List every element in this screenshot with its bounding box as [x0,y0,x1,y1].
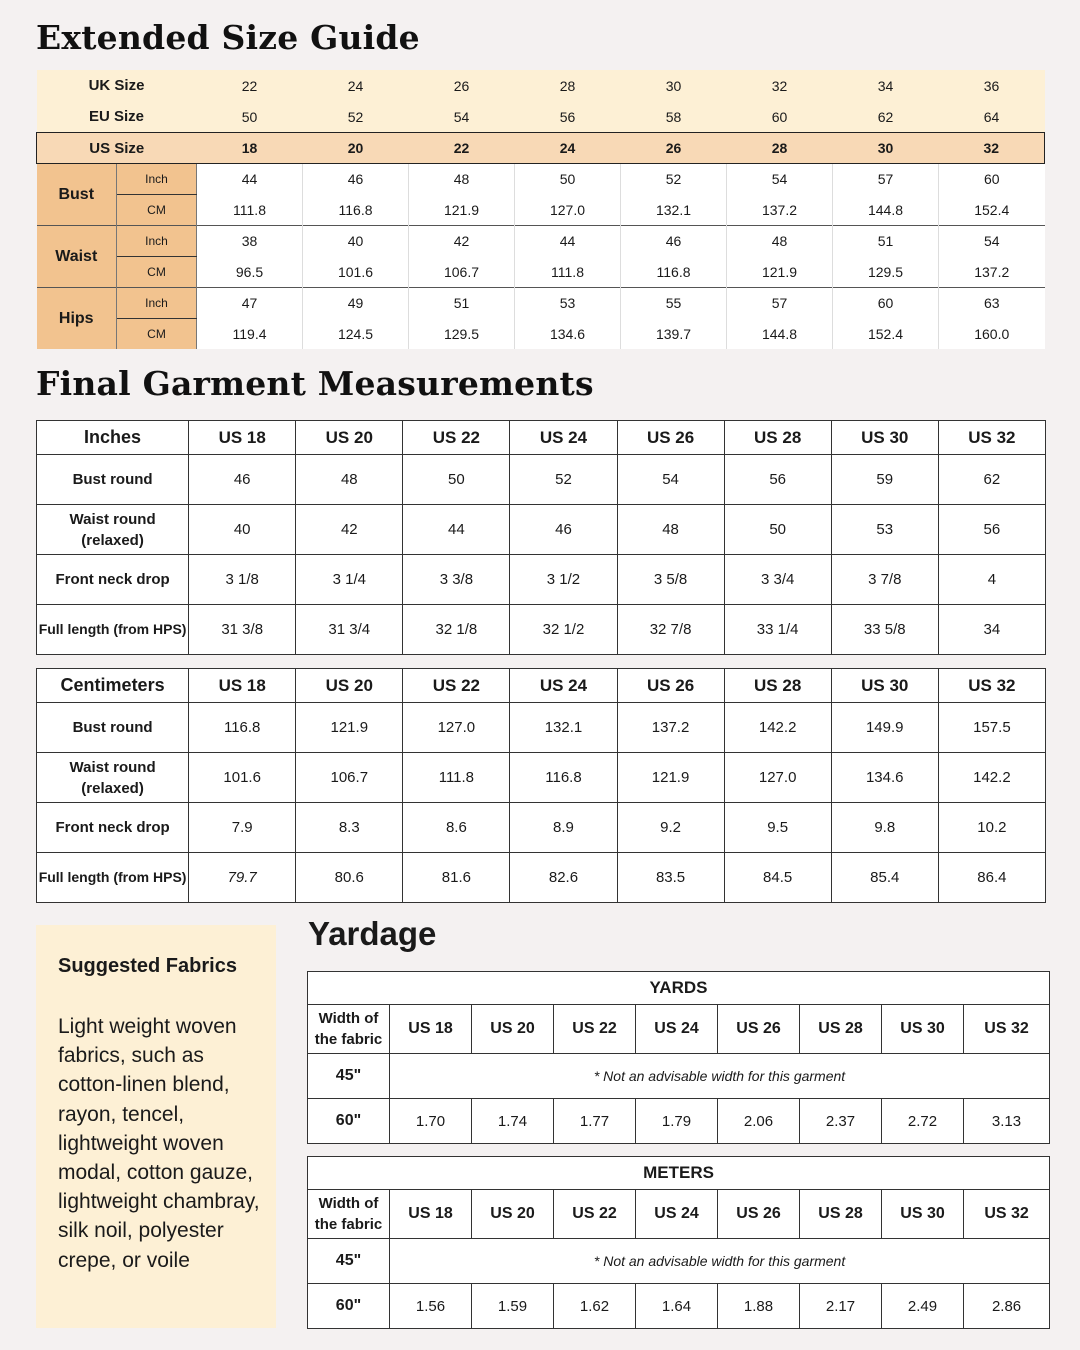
measure-cell: 50 [515,164,621,195]
garment-cm-table [36,668,1046,903]
size-guide-table [36,70,1045,349]
uk-size-cell: 22 [197,70,303,101]
measure-cell: 46 [621,226,727,257]
bust-label: Bust [37,164,117,226]
value-cell: 31 3/4 [296,605,403,655]
value-cell: 1.79 [636,1099,718,1144]
value-cell: 2.72 [882,1099,964,1144]
us-size-cell: 24 [515,133,621,164]
inches-header: Inches [37,421,189,455]
measure-cell: 116.8 [303,195,409,226]
size-header: US 28 [724,669,831,703]
value-cell: 80.6 [296,853,403,903]
value-cell: 50 [724,505,831,555]
us-size-cell: 30 [833,133,939,164]
size-header: US 22 [554,1005,636,1054]
size-header: US 28 [724,421,831,455]
measure-cell: 44 [515,226,621,257]
measure-cell: 137.2 [939,257,1045,288]
value-cell: 3 3/8 [403,555,510,605]
value-cell: 59 [831,455,938,505]
value-cell: 127.0 [403,703,510,753]
measure-cell: 111.8 [515,257,621,288]
cm-unit-label: CM [117,319,197,350]
row-label-line: (relaxed) [81,531,144,549]
eu-size-cell: 50 [197,101,303,133]
value-cell: 40 [189,505,296,555]
size-header: US 18 [390,1190,472,1239]
table-row [37,455,1046,505]
table-row [37,555,1046,605]
size-header: US 26 [617,669,724,703]
value-cell: 1.62 [554,1284,636,1329]
fabrics-title: Suggested Fabrics [58,955,237,977]
value-cell: 8.6 [403,803,510,853]
uk-size-row [37,70,1045,101]
measure-cell: 137.2 [727,195,833,226]
value-cell: 2.17 [800,1284,882,1329]
suggested-fabrics-box [36,925,276,1328]
row-label: Full length (from HPS) [37,853,189,903]
measure-cell: 47 [197,288,303,319]
value-cell: 79.7 [189,853,296,903]
size-header: US 32 [938,669,1045,703]
measure-cell: 46 [303,164,409,195]
eu-size-cell: 54 [409,101,515,133]
uk-size-cell: 26 [409,70,515,101]
measure-cell: 119.4 [197,319,303,350]
size-guide-title: Extended Size Guide [36,18,420,57]
row-label-line: (relaxed) [81,779,144,797]
value-cell: 8.9 [510,803,617,853]
measure-cell: 106.7 [409,257,515,288]
meters-header: METERS [308,1157,1050,1190]
uk-size-label: UK Size [37,70,197,101]
measure-cell: 129.5 [833,257,939,288]
value-cell: 48 [296,455,403,505]
value-cell: 86.4 [938,853,1045,903]
measure-cell: 57 [833,164,939,195]
meters-60-row [308,1284,1050,1329]
value-cell: 44 [403,505,510,555]
waist-inch-row [37,226,1045,257]
size-header: US 30 [831,421,938,455]
value-cell: 3 5/8 [617,555,724,605]
yards-header: YARDS [308,972,1050,1005]
size-header: US 30 [882,1005,964,1054]
size-header: US 20 [296,669,403,703]
size-header: US 18 [189,669,296,703]
width-60-label: 60" [308,1284,390,1329]
value-cell: 82.6 [510,853,617,903]
value-cell: 42 [296,505,403,555]
measure-cell: 129.5 [409,319,515,350]
value-cell: 1.74 [472,1099,554,1144]
waist-cm-row [37,257,1045,288]
value-cell: 142.2 [724,703,831,753]
value-cell: 1.88 [718,1284,800,1329]
table-row [37,605,1046,655]
value-cell: 10.2 [938,803,1045,853]
width-label-line: the fabric [314,1216,383,1233]
value-cell: 31 3/8 [189,605,296,655]
eu-size-row [37,101,1045,133]
not-advisable-note: * Not an advisable width for this garment [390,1239,1050,1284]
measure-cell: 44 [197,164,303,195]
size-header: US 30 [831,669,938,703]
value-cell: 83.5 [617,853,724,903]
inch-unit-label: Inch [117,226,197,257]
width-45-label: 45" [308,1239,390,1284]
value-cell: 127.0 [724,753,831,803]
value-cell: 132.1 [510,703,617,753]
measure-cell: 101.6 [303,257,409,288]
measure-cell: 38 [197,226,303,257]
us-size-cell: 22 [409,133,515,164]
measure-cell: 48 [727,226,833,257]
size-header: US 30 [882,1190,964,1239]
size-header: US 18 [390,1005,472,1054]
value-cell: 1.59 [472,1284,554,1329]
value-cell: 53 [831,505,938,555]
bust-cm-row [37,195,1045,226]
measure-cell: 160.0 [939,319,1045,350]
cm-unit-label: CM [117,257,197,288]
value-cell: 116.8 [510,753,617,803]
eu-size-cell: 64 [939,101,1045,133]
row-label [37,753,189,803]
us-size-cell: 28 [727,133,833,164]
centimeters-header: Centimeters [37,669,189,703]
table-row [37,753,1046,803]
value-cell: 1.64 [636,1284,718,1329]
size-header: US 28 [800,1190,882,1239]
inches-header-row [37,421,1046,455]
size-header: US 32 [938,421,1045,455]
size-header: US 26 [617,421,724,455]
value-cell: 1.56 [390,1284,472,1329]
value-cell: 3.13 [964,1099,1050,1144]
meters-size-row [308,1190,1050,1239]
value-cell: 1.77 [554,1099,636,1144]
size-header: US 26 [718,1005,800,1054]
measure-cell: 124.5 [303,319,409,350]
eu-size-cell: 52 [303,101,409,133]
size-header: US 26 [718,1190,800,1239]
meters-table [307,1156,1050,1329]
size-header: US 24 [510,669,617,703]
cm-unit-label: CM [117,195,197,226]
us-size-cell: 18 [197,133,303,164]
measure-cell: 51 [833,226,939,257]
measure-cell: 53 [515,288,621,319]
value-cell: 32 1/8 [403,605,510,655]
value-cell: 4 [938,555,1045,605]
value-cell: 50 [403,455,510,505]
value-cell: 56 [938,505,1045,555]
size-header: US 22 [403,421,510,455]
value-cell: 101.6 [189,753,296,803]
value-cell: 9.5 [724,803,831,853]
eu-size-cell: 56 [515,101,621,133]
value-cell: 1.70 [390,1099,472,1144]
size-header: US 28 [800,1005,882,1054]
size-header: US 24 [636,1190,718,1239]
value-cell: 8.3 [296,803,403,853]
bust-inch-row [37,164,1045,195]
measure-cell: 63 [939,288,1045,319]
eu-size-label: EU Size [37,101,197,133]
yards-45-row [308,1054,1050,1099]
fabrics-text: Light weight woven fabrics, such as cotton-linen blend, rayon, tencel, lightweight woven modal, cotton gauze, lightweight chambray, silk noil, polyester crepe, or voile [58,1015,260,1272]
yards-table [307,971,1050,1144]
hips-cm-row [37,319,1045,350]
value-cell: 116.8 [189,703,296,753]
value-cell: 9.8 [831,803,938,853]
eu-size-cell: 60 [727,101,833,133]
yards-60-row [308,1099,1050,1144]
value-cell: 3 3/4 [724,555,831,605]
value-cell: 121.9 [296,703,403,753]
eu-size-cell: 58 [621,101,727,133]
measure-cell: 54 [727,164,833,195]
value-cell: 81.6 [403,853,510,903]
measure-cell: 111.8 [197,195,303,226]
measure-cell: 51 [409,288,515,319]
value-cell: 46 [189,455,296,505]
yards-size-row [308,1005,1050,1054]
garment-title: Final Garment Measurements [36,364,594,403]
value-cell: 121.9 [617,753,724,803]
measure-cell: 96.5 [197,257,303,288]
row-label: Bust round [37,455,189,505]
table-row [37,505,1046,555]
size-header: US 24 [636,1005,718,1054]
value-cell: 33 5/8 [831,605,938,655]
size-header: US 22 [554,1190,636,1239]
measure-cell: 121.9 [409,195,515,226]
size-header: US 24 [510,421,617,455]
size-header: US 32 [964,1005,1050,1054]
us-size-cell: 20 [303,133,409,164]
value-cell: 2.49 [882,1284,964,1329]
value-cell: 54 [617,455,724,505]
value-cell: 32 7/8 [617,605,724,655]
value-cell: 7.9 [189,803,296,853]
value-cell: 2.86 [964,1284,1050,1329]
value-cell: 9.2 [617,803,724,853]
value-cell: 3 1/2 [510,555,617,605]
measure-cell: 144.8 [727,319,833,350]
row-label: Full length (from HPS) [37,605,189,655]
value-cell: 137.2 [617,703,724,753]
inch-unit-label: Inch [117,164,197,195]
value-cell: 2.06 [718,1099,800,1144]
size-header: US 22 [403,669,510,703]
garment-inches-table [36,420,1046,655]
row-label: Front neck drop [37,555,189,605]
row-label-line: Waist round [69,758,156,776]
size-header: US 20 [472,1190,554,1239]
not-advisable-note: * Not an advisable width for this garment [390,1054,1050,1099]
measure-cell: 49 [303,288,409,319]
us-size-label: US Size [37,133,197,164]
value-cell: 52 [510,455,617,505]
size-header: US 20 [472,1005,554,1054]
value-cell: 32 1/2 [510,605,617,655]
measure-cell: 152.4 [939,195,1045,226]
measure-cell: 40 [303,226,409,257]
uk-size-cell: 34 [833,70,939,101]
measure-cell: 54 [939,226,1045,257]
value-cell: 142.2 [938,753,1045,803]
measure-cell: 127.0 [515,195,621,226]
size-header: US 20 [296,421,403,455]
measure-cell: 55 [621,288,727,319]
row-label: Front neck drop [37,803,189,853]
value-cell: 3 7/8 [831,555,938,605]
measure-cell: 144.8 [833,195,939,226]
hips-label: Hips [37,288,117,350]
value-cell: 33 1/4 [724,605,831,655]
yardage-title: Yardage [308,915,437,952]
width-label-line: the fabric [314,1031,383,1048]
value-cell: 111.8 [403,753,510,803]
waist-label: Waist [37,226,117,288]
width-of-fabric-label [308,1190,390,1239]
value-cell: 85.4 [831,853,938,903]
value-cell: 2.37 [800,1099,882,1144]
value-cell: 56 [724,455,831,505]
table-row [37,803,1046,853]
value-cell: 134.6 [831,753,938,803]
hips-inch-row [37,288,1045,319]
table-row [37,853,1046,903]
value-cell: 34 [938,605,1045,655]
width-of-fabric-label [308,1005,390,1054]
value-cell: 62 [938,455,1045,505]
width-60-label: 60" [308,1099,390,1144]
uk-size-cell: 28 [515,70,621,101]
measure-cell: 152.4 [833,319,939,350]
measure-cell: 134.6 [515,319,621,350]
uk-size-cell: 24 [303,70,409,101]
us-size-cell: 26 [621,133,727,164]
cm-header-row [37,669,1046,703]
uk-size-cell: 30 [621,70,727,101]
value-cell: 3 1/4 [296,555,403,605]
measure-cell: 60 [939,164,1045,195]
inch-unit-label: Inch [117,288,197,319]
us-size-cell: 32 [939,133,1045,164]
measure-cell: 52 [621,164,727,195]
table-row [37,703,1046,753]
value-cell: 46 [510,505,617,555]
uk-size-cell: 36 [939,70,1045,101]
measure-cell: 48 [409,164,515,195]
value-cell: 149.9 [831,703,938,753]
us-size-row [37,133,1045,164]
measure-cell: 139.7 [621,319,727,350]
value-cell: 84.5 [724,853,831,903]
size-header: US 18 [189,421,296,455]
meters-45-row [308,1239,1050,1284]
measure-cell: 60 [833,288,939,319]
value-cell: 106.7 [296,753,403,803]
width-label-line: Width of [318,1195,379,1212]
width-label-line: Width of [318,1010,379,1027]
measure-cell: 116.8 [621,257,727,288]
measure-cell: 132.1 [621,195,727,226]
row-label: Bust round [37,703,189,753]
value-cell: 48 [617,505,724,555]
size-header: US 32 [964,1190,1050,1239]
row-label [37,505,189,555]
uk-size-cell: 32 [727,70,833,101]
measure-cell: 121.9 [727,257,833,288]
measure-cell: 42 [409,226,515,257]
width-45-label: 45" [308,1054,390,1099]
eu-size-cell: 62 [833,101,939,133]
row-label-line: Waist round [69,510,156,528]
value-cell: 3 1/8 [189,555,296,605]
value-cell: 157.5 [938,703,1045,753]
measure-cell: 57 [727,288,833,319]
